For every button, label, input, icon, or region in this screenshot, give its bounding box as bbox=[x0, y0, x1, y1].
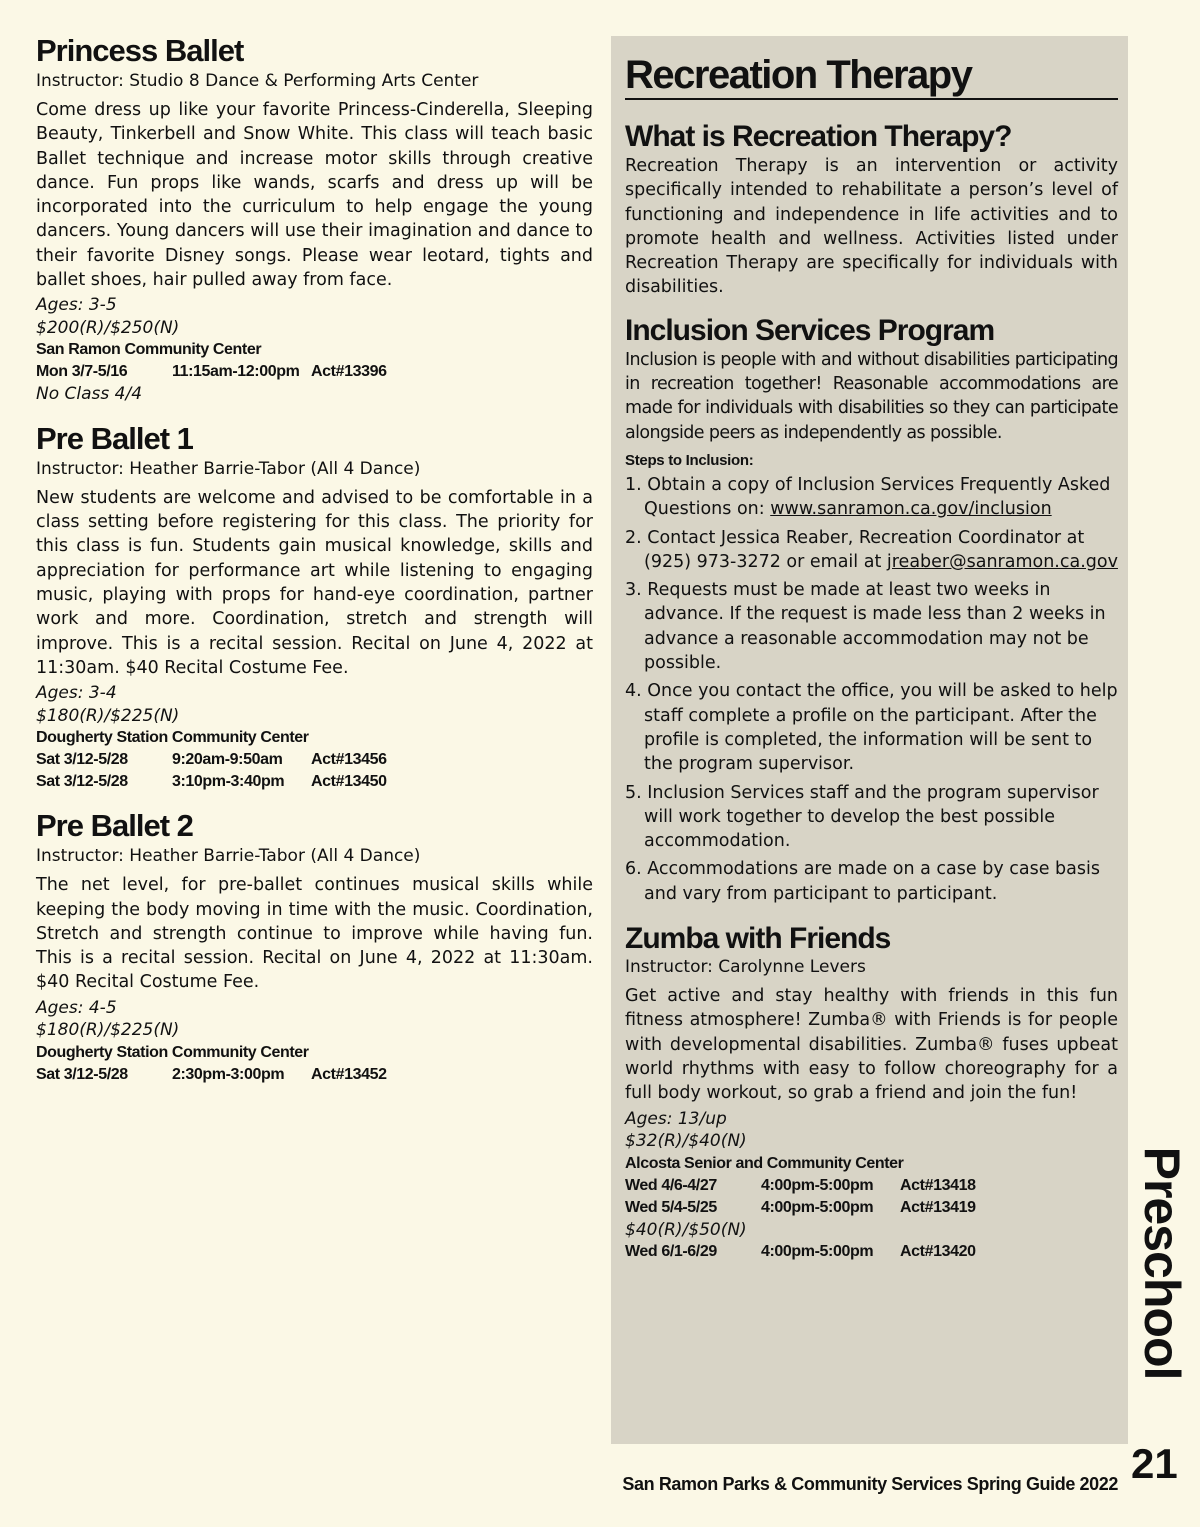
class-ages: Ages: 4-5 bbox=[36, 997, 117, 1018]
step-text: 1. Obtain a copy of Inclusion Services Frequently Asked Questions on: bbox=[625, 474, 1111, 520]
side-section-tab bbox=[1130, 1146, 1194, 1380]
class-price: $180(R)/$225(N) bbox=[36, 705, 180, 726]
schedule-days: Sat 3/12-5/28 bbox=[36, 773, 128, 791]
class-princess-ballet bbox=[36, 32, 593, 406]
what-text: Recreation Therapy is an intervention or activity specifically intended to rehabilitate a person’s level of functioning and independence in life activities and to promote health and wellness. Activities listed under Recreation Therapy are specifically for individuals with disabilities. bbox=[625, 156, 1118, 298]
what-heading: What is Recreation Therapy? bbox=[625, 120, 1012, 153]
zumba-ages: Ages: 13/up bbox=[625, 1108, 727, 1129]
class-ages: Ages: 3-4 bbox=[36, 683, 117, 704]
class-note: No Class 4/4 bbox=[36, 384, 143, 405]
schedule-row bbox=[36, 771, 593, 793]
zumba-instructor: Instructor: Carolynne Levers bbox=[625, 957, 866, 978]
schedule-days: Wed 6/1-6/29 bbox=[625, 1243, 717, 1260]
schedule-activity-number: Act#13419 bbox=[900, 1198, 976, 1216]
class-description: New students are welcome and advised to be comfortable in a class setting before registering for this class. The priority for this class is fun. Students gain musical knowledge, skills and appreciation for performance art while listening to engaging music, playing with props for hand-eye coordination, partner work and more. Coordination, stretch and strength will improve. This is a recital session. Recital on June 4, 2022 at 11:30am. $40 Recital Costume Fee. bbox=[36, 487, 593, 678]
right-column bbox=[625, 52, 1118, 1263]
schedule-days: Sat 3/12-5/28 bbox=[36, 751, 128, 769]
schedule-days: Sat 3/12-5/28 bbox=[36, 1065, 128, 1083]
class-instructor: Instructor: Heather Barrie-Tabor (All 4 Dance) bbox=[36, 458, 421, 479]
class-instructor: Instructor: Studio 8 Dance & Performing Arts Center bbox=[36, 71, 479, 91]
class-title: Pre Ballet 1 bbox=[36, 420, 193, 456]
inclusion-link[interactable]: www.sanramon.ca.gov/inclusion bbox=[770, 499, 1052, 520]
left-column bbox=[36, 32, 593, 1100]
class-description: The net level, for pre-ballet continues musical skills while keeping the body moving in time with the music. Coordination, Stretch and strength continue to improve while having fun. This is a recital session. Recital on June 4, 2022 at 11:30am. $40 Recital Costume Fee. bbox=[36, 875, 593, 993]
schedule-row bbox=[625, 1197, 1118, 1219]
zumba-description: Get active and stay healthy with friends in this fun fitness atmosphere! Zumba® with Friends is for people with developmental disabilities. Zumba® fuses upbeat world rhythms with easy to follow choreography for a full body workout, so grab a friend and join the fun! bbox=[625, 986, 1118, 1104]
schedule-activity-number: Act#13452 bbox=[311, 1065, 387, 1083]
page-number: 21 bbox=[1131, 1440, 1178, 1487]
schedule-activity-number: Act#13456 bbox=[311, 751, 387, 769]
class-price: $200(R)/$250(N) bbox=[36, 317, 180, 338]
inclusion-heading: Inclusion Services Program bbox=[625, 313, 995, 347]
schedule-row bbox=[625, 1175, 1118, 1197]
page-footer: San Ramon Parks & Community Services Spring Guide 2022 bbox=[622, 1474, 1118, 1494]
class-pre-ballet-1 bbox=[36, 420, 593, 793]
step-text: 2. Contact Jessica Reaber, Recreation Coordinator at (925) 973-3272 or email at bbox=[625, 527, 1085, 572]
schedule-time: 4:00pm-5:00pm bbox=[761, 1198, 874, 1216]
steps-label: Steps to Inclusion: bbox=[625, 451, 754, 469]
zumba-price-2: $40(R)/$50(N) bbox=[625, 1219, 747, 1240]
steps-list bbox=[625, 473, 1118, 906]
step-item: 6. Accommodations are made on a case by case basis and vary from participant to participant. bbox=[625, 859, 1100, 904]
schedule-time: 2:30pm-3:00pm bbox=[172, 1065, 285, 1083]
step-item: 4. Once you contact the office, you will be asked to help staff complete a profile on the participant. After the profile is completed, the information will be sent to the program supervisor. bbox=[625, 681, 1118, 775]
schedule-row bbox=[36, 749, 593, 771]
schedule-days: Mon 3/7-5/16 bbox=[36, 363, 128, 381]
step-item bbox=[625, 473, 1118, 522]
zumba-price: $32(R)/$40(N) bbox=[625, 1131, 747, 1151]
class-location: Dougherty Station Community Center bbox=[36, 729, 309, 747]
schedule-time: 11:15am-12:00pm bbox=[172, 363, 300, 381]
schedule-time: 4:00pm-5:00pm bbox=[761, 1176, 874, 1194]
class-pre-ballet-2 bbox=[36, 807, 593, 1085]
schedule-time: 4:00pm-5:00pm bbox=[761, 1243, 874, 1260]
inclusion-text: Inclusion is people with and without disabilities participating in recreation together! Reasonable accommodations are made for individuals with disabilities so they can participate alongside peers as independently as possible. bbox=[625, 349, 1118, 443]
zumba-location: Alcosta Senior and Community Center bbox=[625, 1154, 904, 1172]
schedule-activity-number: Act#13396 bbox=[311, 363, 387, 381]
zumba-title: Zumba with Friends bbox=[625, 922, 891, 956]
schedule-row bbox=[625, 1241, 1118, 1263]
schedule-activity-number: Act#13420 bbox=[900, 1243, 976, 1260]
schedule-days: Wed 4/6-4/27 bbox=[625, 1176, 717, 1194]
step-item bbox=[625, 526, 1118, 575]
step-item: 3. Requests must be made at least two weeks in advance. If the request is made less than 2 weeks in advance a reasonable accommodation may not be possible. bbox=[625, 580, 1106, 674]
schedule-time: 9:20am-9:50am bbox=[172, 751, 283, 769]
step-item: 5. Inclusion Services staff and the program supervisor will work together to develop the best possible accommodation. bbox=[625, 782, 1099, 852]
class-price: $180(R)/$225(N) bbox=[36, 1020, 180, 1041]
class-location: Dougherty Station Community Center bbox=[36, 1043, 309, 1061]
schedule-row bbox=[36, 1064, 593, 1086]
side-tab-label: Preschool bbox=[1134, 1146, 1190, 1380]
class-location: San Ramon Community Center bbox=[36, 341, 262, 359]
class-description: Come dress up like your favorite Princess-Cinderella, Sleeping Beauty, Tinkerbell and Snow White. This class will teach basic Ballet technique and increase motor skills through creative dance. Fun props like wands, scarfs and dress up will be incorporated into the curriculum to help engage the young dancers. Young dancers will use their imagination and dance to their favorite Disney songs. Please wear leotard, tights and ballet shoes, hair pulled away from face. bbox=[36, 100, 593, 291]
schedule-days: Wed 5/4-5/25 bbox=[625, 1198, 717, 1216]
class-title: Princess Ballet bbox=[36, 33, 244, 68]
email-link[interactable]: jreaber@sanramon.ca.gov bbox=[886, 551, 1118, 572]
section-title: Recreation Therapy bbox=[625, 52, 1118, 100]
schedule-row bbox=[36, 361, 593, 383]
schedule-time: 3:10pm-3:40pm bbox=[172, 773, 285, 791]
schedule-activity-number: Act#13450 bbox=[311, 773, 387, 791]
schedule-activity-number: Act#13418 bbox=[900, 1176, 976, 1194]
class-instructor: Instructor: Heather Barrie-Tabor (All 4 Dance) bbox=[36, 846, 421, 867]
class-ages: Ages: 3-5 bbox=[36, 295, 117, 316]
class-title: Pre Ballet 2 bbox=[36, 808, 193, 844]
